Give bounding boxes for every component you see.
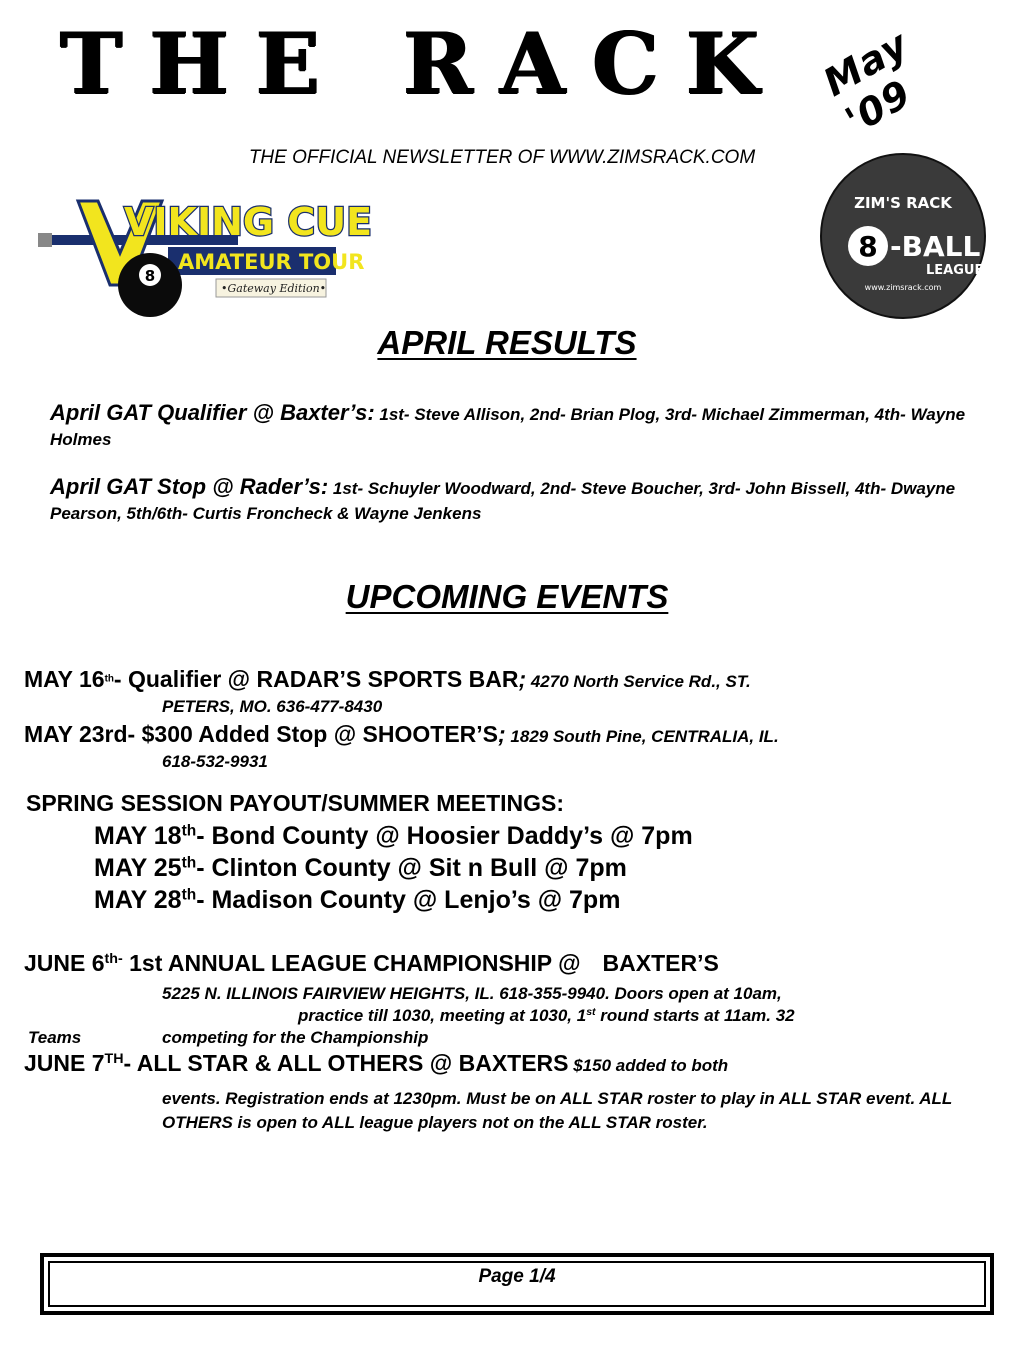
upcoming-events-heading: UPCOMING EVENTS xyxy=(345,578,669,615)
meeting-item: MAY 25th- Clinton County @ Sit n Bull @ 7pm xyxy=(94,854,627,882)
svg-text:LEAGUE: LEAGUE xyxy=(926,263,984,278)
event-detail: events. Registration ends at 1230pm. Must be on ALL STAR roster to play in ALL STAR event. ALL OTHERS is open to ALL league players not on the ALL STAR roster. xyxy=(162,1089,953,1132)
issue-date: May '09 xyxy=(816,21,919,143)
spring-session-heading: SPRING SESSION PAYOUT/SUMMER MEETINGS: xyxy=(26,790,565,816)
viking-logo-title: VIKING CUE xyxy=(124,200,373,244)
event-june6: JUNE $6^{th-}$ 1st ANNUAL LEAGUE CHAMPIONSHIP @ BAXTER’S xyxy=(24,950,719,976)
meeting-item: MAY 28th- Madison County @ Lenjo’s @ 7pm xyxy=(94,886,621,914)
newsletter-tagline: THE OFFICIAL NEWSLETTER OF WWW.ZIMSRACK.COM xyxy=(248,147,756,168)
viking-logo-edition: •Gateway Edition• xyxy=(221,282,327,295)
result-entry xyxy=(50,400,980,452)
result-places: 1st- Steve Allison, 2nd- Brian Plog, 3rd- Michael Zimmerman, 4th- Wayne Holmes xyxy=(50,405,966,449)
april-results-heading: APRIL RESULTS xyxy=(377,324,637,361)
event-added-money: $150 added to both xyxy=(568,1056,729,1075)
event-may23: MAY 23rd- $300 Added Stop @ SHOOTER’S; 1829 South Pine, CENTRALIA, IL. xyxy=(24,721,779,747)
event-address: 4270 North Service Rd., ST. xyxy=(526,672,751,691)
result-places: 1st- Schuyler Woodward, 2nd- Steve Boucher, 3rd- John Bissell, 4th- Dwayne Pearson, 5th/6th- Curtis Froncheck & Wayne Jenkens xyxy=(50,479,956,523)
zims-logo-title: ZIM'S RACK xyxy=(854,194,952,212)
svg-text:www.zimsrack.com: www.zimsrack.com xyxy=(864,283,942,292)
event-detail: Teams xyxy=(28,1028,82,1047)
event-detail: practice till 1030, meeting at 1030, 1st round starts at 11am. 32 xyxy=(298,1006,795,1025)
svg-text:8: 8 xyxy=(144,267,156,285)
result-entry xyxy=(50,474,980,526)
newsletter-title: THE RACK xyxy=(60,14,786,113)
event-june7: JUNE 7TH- ALL STAR & ALL OTHERS @ BAXTERS $150 added to both xyxy=(24,1050,729,1076)
event-address-cont: PETERS, MO. 636-477-8430 xyxy=(162,697,383,716)
viking-cue-logo xyxy=(38,193,378,321)
viking-logo-subtitle: AMATEUR TOUR xyxy=(178,250,365,274)
meeting-item: MAY 18th- Bond County @ Hoosier Daddy’s @ 7pm xyxy=(94,822,693,850)
page-number: Page 1/4 xyxy=(478,1266,556,1287)
event-detail: 5225 N. ILLINOIS FAIRVIEW HEIGHTS, IL. 618-355-9940. Doors open at 10am, xyxy=(162,984,782,1003)
event-address: 1829 South Pine, CENTRALIA, IL. xyxy=(505,727,779,746)
result-event: April GAT Stop @ Rader’s: xyxy=(50,474,329,499)
event-detail: competing for the Championship xyxy=(162,1028,429,1047)
event-phone: 618-532-9931 xyxy=(162,752,268,771)
svg-text:-BALL: -BALL xyxy=(890,230,981,263)
page-footer-box xyxy=(40,1253,994,1315)
svg-text:8: 8 xyxy=(858,230,878,263)
event-venue: BAXTER’S xyxy=(602,950,719,976)
event-may16: MAY 16th- Qualifier @ RADAR’S SPORTS BAR; 4270 North Service Rd., ST. xyxy=(24,666,751,692)
zims-rack-logo xyxy=(808,152,998,320)
result-event: April GAT Qualifier @ Baxter’s: xyxy=(50,400,375,425)
